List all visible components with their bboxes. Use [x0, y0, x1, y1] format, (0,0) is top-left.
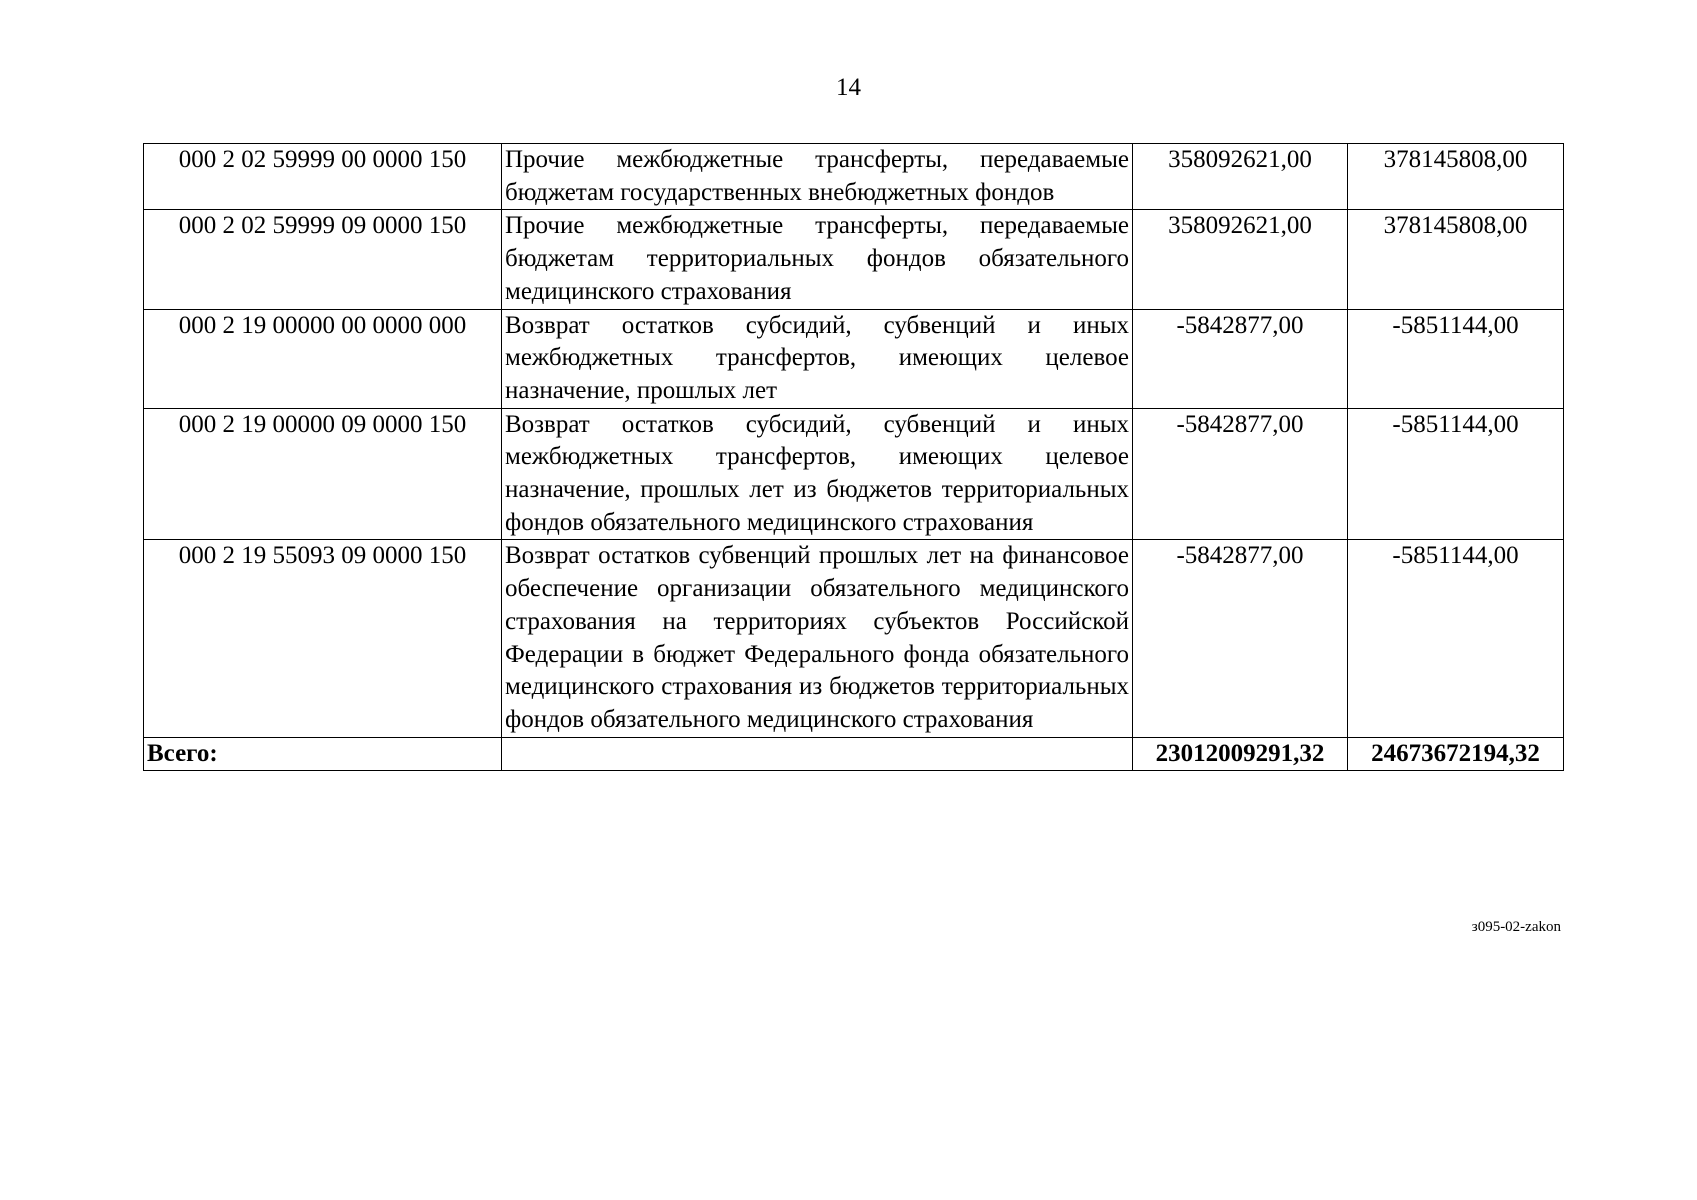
amount-year-2: 378145808,00: [1348, 144, 1564, 210]
amount-year-1: 358092621,00: [1133, 144, 1348, 210]
total-year-2: 24673672194,32: [1348, 737, 1564, 771]
table-row: [144, 540, 1564, 737]
table-row: [144, 408, 1564, 540]
document-code: з095-02-zakon: [1471, 919, 1561, 935]
amount-year-1: 358092621,00: [1133, 210, 1348, 309]
amount-year-2: -5851144,00: [1348, 408, 1564, 540]
amount-year-2: -5851144,00: [1348, 309, 1564, 408]
item-name: Возврат остатков субвенций прошлых лет на финансовое обеспечение организации обязательного медицинского страхования на территориях субъектов Российской Федерации в бюджет Федерального фонда обязательного медицинского страхования из бюджетов территориальных фондов обязательного медицинского страхования: [502, 540, 1133, 737]
budget-code: 000 2 19 55093 09 0000 150: [144, 540, 502, 737]
item-name: Возврат остатков субсидий, субвенций и иных межбюджетных трансфертов, имеющих целевое назначение, прошлых лет из бюджетов территориальных фондов обязательного медицинского страхования: [502, 408, 1133, 540]
amount-year-1: -5842877,00: [1133, 408, 1348, 540]
budget-code: 000 2 19 00000 00 0000 000: [144, 309, 502, 408]
budget-table: [143, 143, 1564, 771]
table-row: [144, 144, 1564, 210]
item-name: Возврат остатков субсидий, субвенций и иных межбюджетных трансфертов, имеющих целевое назначение, прошлых лет: [502, 309, 1133, 408]
total-row: [144, 737, 1564, 771]
total-label: Всего:: [144, 737, 502, 771]
item-name: Прочие межбюджетные трансферты, передаваемые бюджетам территориальных фондов обязательного медицинского страхования: [502, 210, 1133, 309]
table-row: [144, 210, 1564, 309]
page-number: 14: [836, 74, 861, 101]
budget-code: 000 2 02 59999 09 0000 150: [144, 210, 502, 309]
amount-year-1: -5842877,00: [1133, 309, 1348, 408]
budget-code: 000 2 19 00000 09 0000 150: [144, 408, 502, 540]
table-row: [144, 309, 1564, 408]
total-year-1: 23012009291,32: [1133, 737, 1348, 771]
item-name: Прочие межбюджетные трансферты, передаваемые бюджетам государственных внебюджетных фондов: [502, 144, 1133, 210]
amount-year-1: -5842877,00: [1133, 540, 1348, 737]
amount-year-2: -5851144,00: [1348, 540, 1564, 737]
budget-code: 000 2 02 59999 00 0000 150: [144, 144, 502, 210]
amount-year-2: 378145808,00: [1348, 210, 1564, 309]
total-empty-cell: [502, 737, 1133, 771]
